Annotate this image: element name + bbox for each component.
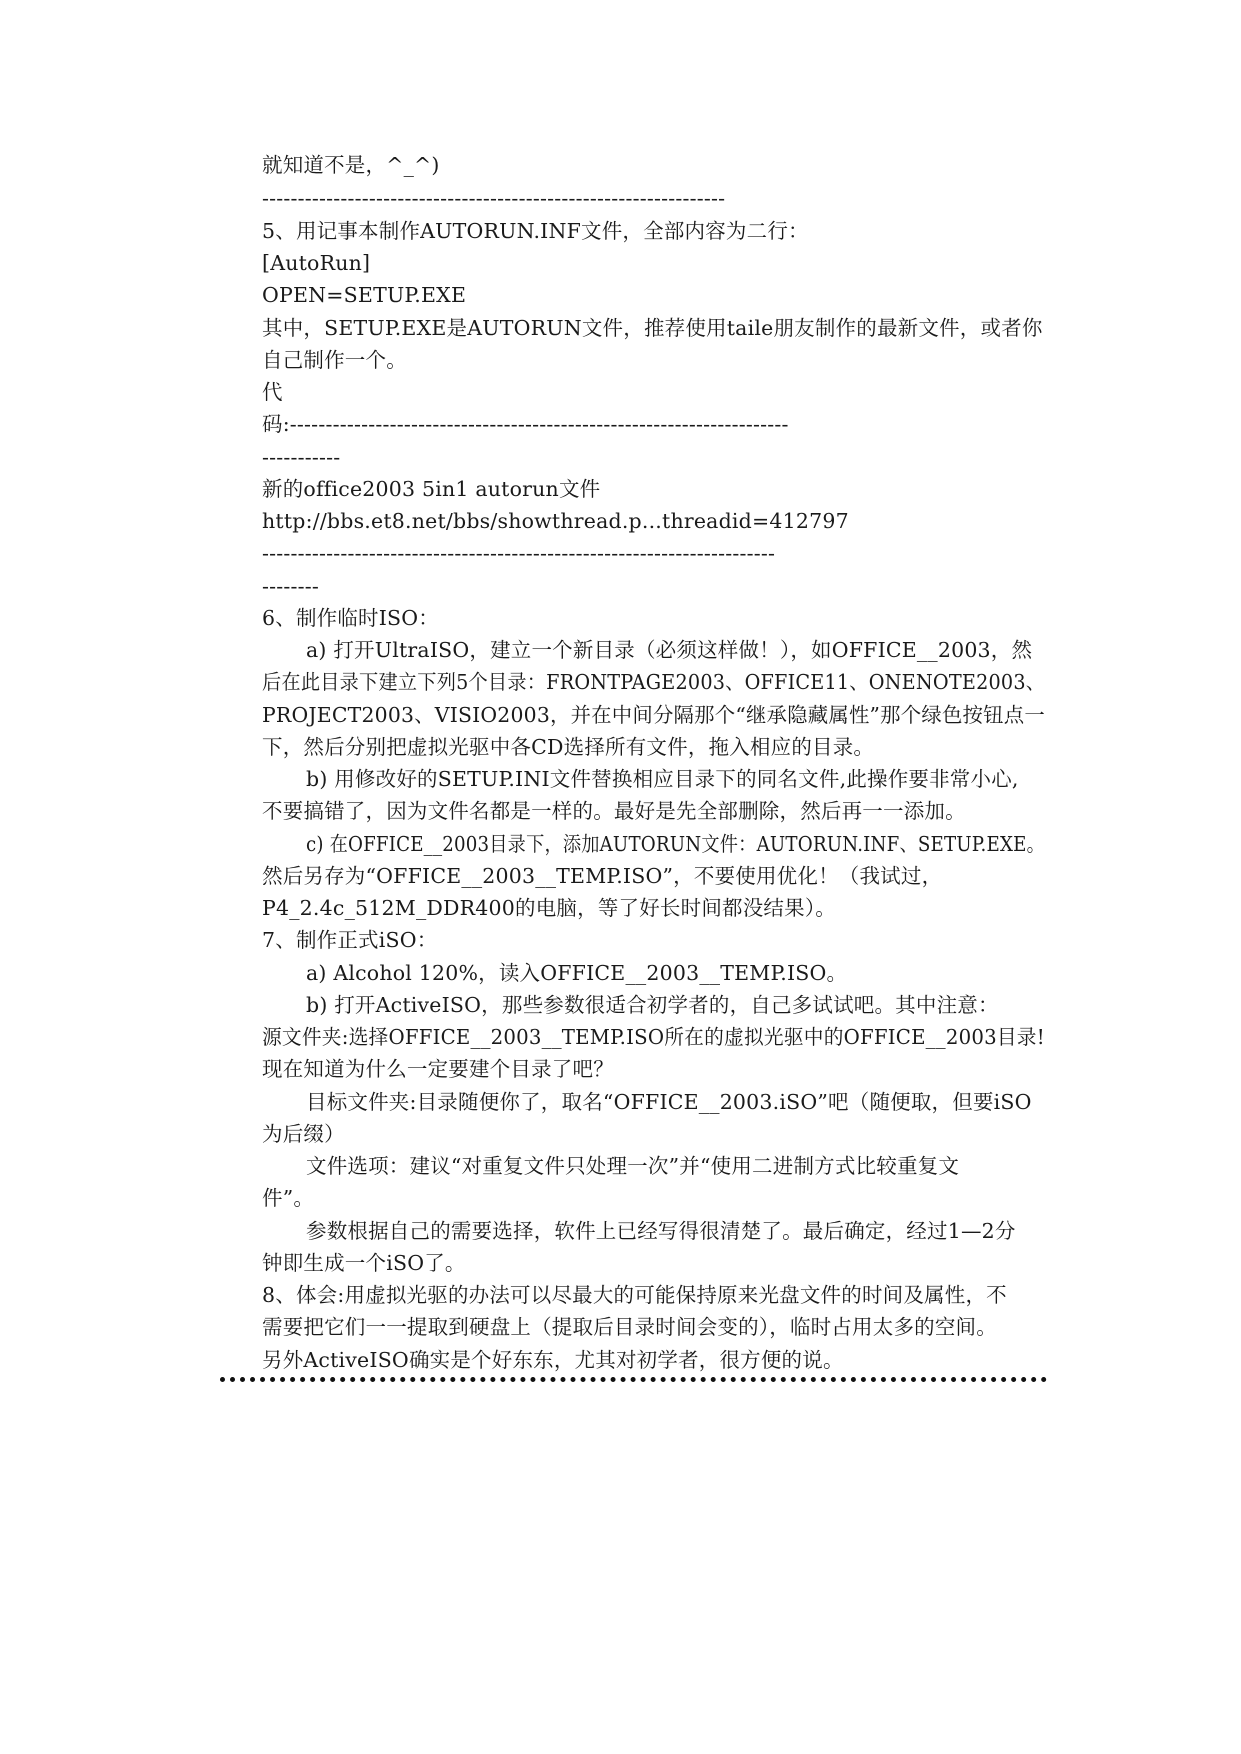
text-line: 目标文件夹:目录随便你了，取名“OFFICE__2003.iSO”吧（随便取，但要iSO	[306, 1090, 1032, 1114]
text-line: 自己制作一个。	[262, 348, 407, 372]
text-line: 下，然后分别把虚拟光驱中各CD选择所有文件，拖入相应的目录。	[262, 735, 875, 759]
text-line: c) 在OFFICE__2003目录下，添加AUTORUN文件：AUTORUN.INF、SETUP.EXE。	[306, 832, 1045, 856]
section-heading: 6、制作临时ISO：	[262, 606, 439, 630]
url-text: http://bbs.et8.net/bbs/showthread.p...threadid=412797	[262, 509, 849, 533]
dotted-divider	[220, 1377, 1047, 1382]
separator-line: -----------------------------------------------------------------	[262, 186, 726, 210]
text-line: 为后缀）	[262, 1122, 345, 1146]
text-line: 后在此目录下建立下列5个目录：FRONTPAGE2003、OFFICE11、ONENOTE2003、	[262, 670, 1046, 694]
separator-line: 码:----------------------------------------------------------------------	[262, 412, 789, 436]
text-line: 现在知道为什么一定要建个目录了吧？	[262, 1057, 614, 1081]
section-heading: 7、制作正式iSO：	[262, 928, 438, 952]
text-line: 钟即生成一个iSO了。	[262, 1251, 466, 1275]
section-heading: 8、体会:用虚拟光驱的办法可以尽最大的可能保持原来光盘文件的时间及属性，不	[262, 1283, 1007, 1307]
text-line: 不要搞错了，因为文件名都是一样的。最好是先全部删除，然后再一一添加。	[262, 799, 966, 823]
text-line: 参数根据自己的需要选择，软件上已经写得很清楚了。最后确定，经过1—2分	[306, 1219, 1016, 1243]
separator-line: --------	[262, 574, 320, 598]
text-line: 源文件夹:选择OFFICE__2003__TEMP.ISO所在的虚拟光驱中的OFFICE__2003目录!	[262, 1025, 1045, 1049]
text-line: 然后另存为“OFFICE__2003__TEMP.ISO”，不要使用优化！（我试过，	[262, 864, 943, 888]
code-line: OPEN=SETUP.EXE	[262, 283, 467, 307]
text-line: b) 用修改好的SETUP.INI文件替换相应目录下的同名文件,此操作要非常小心,	[306, 767, 1019, 791]
separator-line: -----------	[262, 445, 341, 469]
text-line: a) Alcohol 120%，读入OFFICE__2003__TEMP.ISO。	[306, 961, 848, 985]
code-line: [AutoRun]	[262, 251, 371, 275]
text-line: 另外ActiveISO确实是个好东东，尤其对初学者，很方便的说。	[262, 1348, 844, 1372]
section-heading: 5、用记事本制作AUTORUN.INF文件，全部内容为二行：	[262, 219, 809, 243]
text-line: 需要把它们一一提取到硬盘上（提取后目录时间会变的），临时占用太多的空间。	[262, 1315, 997, 1339]
text-line: P4_2.4c_512M_DDR400的电脑，等了好长时间都没结果）。	[262, 896, 836, 920]
text-line: 就知道不是，^_^)	[262, 153, 440, 177]
separator-line: ------------------------------------------------------------------------	[262, 541, 776, 565]
text-line: PROJECT2003、VISIO2003，并在中间分隔那个“继承隐藏属性”那个绿色按钮点一	[262, 703, 1045, 727]
text-line: 新的office2003 5in1 autorun文件	[262, 477, 601, 501]
text-line: a) 打开UltraISO，建立一个新目录（必须这样做！），如OFFICE__2003，然	[306, 638, 1033, 662]
text-line: 件”。	[262, 1186, 315, 1210]
text-line: b) 打开ActiveISO，那些参数很适合初学者的，自己多试试吧。其中注意：	[306, 993, 999, 1017]
text-line: 代	[262, 380, 283, 404]
text-line: 其中，SETUP.EXE是AUTORUN文件，推荐使用taile朋友制作的最新文件，或者你	[262, 316, 1043, 340]
text-line: 文件选项：建议“对重复文件只处理一次”并“使用二进制方式比较重复文	[306, 1154, 960, 1178]
